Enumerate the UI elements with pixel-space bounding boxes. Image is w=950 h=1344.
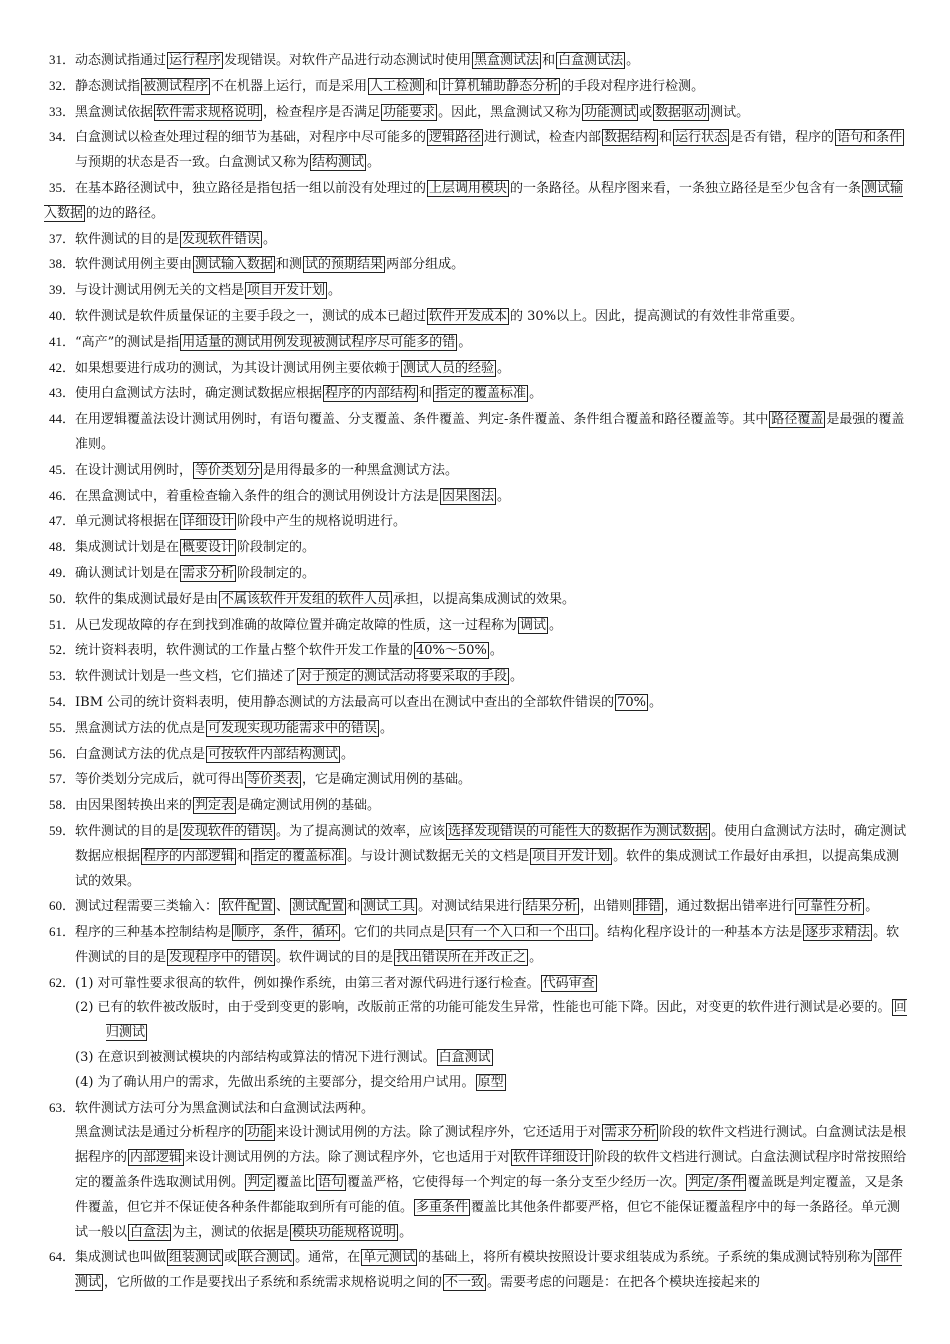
question-item bbox=[44, 793, 912, 819]
question-text: 。软件调试的目的是 bbox=[276, 949, 394, 965]
answer-box: 路径覆盖 bbox=[771, 412, 824, 428]
question-number: 57． bbox=[48, 771, 75, 787]
answer-box: 白盒测试法 bbox=[558, 53, 624, 68]
question-number: 63． bbox=[48, 1099, 75, 1115]
question-item bbox=[44, 1071, 912, 1096]
question-text: (3) 在意识到被测试模块的内部结构或算法的情况下进行测试。 bbox=[75, 1050, 436, 1066]
answer-box: 试的预期结果 bbox=[305, 257, 384, 273]
question-number: 32． bbox=[48, 77, 75, 93]
answer-box: 数据结构 bbox=[604, 130, 657, 146]
question-text: 不在机器上运行，而是采用 bbox=[211, 78, 368, 94]
question-number: 38． bbox=[48, 256, 75, 272]
question-item bbox=[44, 1046, 912, 1071]
question-text: 黑盒测试方法的优点是 bbox=[75, 720, 206, 736]
question-number: 64． bbox=[48, 1249, 75, 1265]
answer-box: 可按软件内部结构测试 bbox=[208, 746, 339, 762]
question-text: 黑盒测试法是通过分析程序的 bbox=[75, 1125, 245, 1141]
question-text: 集成测试计划是在 bbox=[75, 540, 180, 556]
question-number: 48． bbox=[48, 539, 75, 555]
question-item bbox=[44, 996, 912, 1046]
question-item bbox=[44, 356, 912, 382]
question-text: 等价类划分完成后，就可得出 bbox=[75, 772, 245, 788]
question-item bbox=[44, 125, 912, 176]
answer-box: 因果图法 bbox=[442, 488, 495, 504]
question-text: 。软件的集成测试工作最好由承担，以提高集成测试的效果。 bbox=[75, 848, 900, 889]
document-page bbox=[44, 48, 912, 1296]
question-text: 。 bbox=[399, 1224, 413, 1240]
question-item bbox=[44, 100, 912, 126]
answer-box: 70% bbox=[617, 694, 647, 710]
question-item bbox=[44, 330, 912, 356]
answer-box: 模块功能规格说明 bbox=[292, 1224, 397, 1240]
question-text: ，它是确定测试用例的基础。 bbox=[302, 772, 472, 788]
question-item bbox=[44, 613, 912, 639]
question-text: 是用得最多的一种黑盒测试方法。 bbox=[263, 462, 459, 478]
answer-box: 40%～50% bbox=[416, 643, 487, 659]
question-text: 。 bbox=[549, 617, 563, 633]
question-item bbox=[44, 971, 912, 997]
question-text: 软件的集成测试最好是由 bbox=[75, 591, 219, 607]
question-number: 59． bbox=[48, 822, 75, 838]
question-text: 和 bbox=[419, 386, 433, 402]
question-text: 和 bbox=[347, 899, 361, 915]
question-text: 来设计测试用例的方法。除了测试程序外，它还适用于对 bbox=[276, 1125, 602, 1141]
question-text: 或 bbox=[639, 104, 653, 120]
question-text: 与预期的状态是否一致。白盒测试又称为 bbox=[75, 155, 310, 171]
question-item bbox=[44, 407, 912, 458]
question-number: 35． bbox=[48, 179, 75, 195]
question-text: 是否有错，程序的 bbox=[730, 130, 835, 146]
answer-box: 计算机辅助静态分析 bbox=[441, 78, 559, 94]
question-number: 47． bbox=[48, 513, 75, 529]
question-item bbox=[44, 561, 912, 587]
answer-box: 软件详细设计 bbox=[513, 1150, 592, 1166]
answer-box: 联合测试 bbox=[240, 1250, 293, 1266]
answer-box: 发现软件错误 bbox=[182, 231, 261, 247]
answer-box: 功能要求 bbox=[383, 104, 436, 120]
question-text: 统计资料表明，软件测试的工作量占整个软件开发工作量的 bbox=[75, 643, 414, 659]
question-text: 阶段的软件文档进行测试。白盒测试法是根据程序的 bbox=[75, 1125, 907, 1166]
answer-box: 找出错误所在并改正之 bbox=[396, 949, 527, 965]
question-text: IBM 公司的统计资料表明，使用静态测试的方法最高可以查出在测试中查出的全部软件错误的 bbox=[75, 694, 615, 710]
question-text: 的基础上，将所有模块按照设计要求组装成为系统。子系统的集成测试特别称为 bbox=[418, 1250, 874, 1266]
question-item bbox=[44, 381, 912, 407]
question-item bbox=[44, 1121, 912, 1245]
question-text: 。 bbox=[497, 488, 511, 504]
answer-box: 单元测试 bbox=[363, 1250, 416, 1266]
question-text: 阶段制定的。 bbox=[237, 540, 316, 556]
question-text: 白盒测试方法的优点是 bbox=[75, 746, 206, 762]
answer-box: 内部逻辑 bbox=[130, 1150, 183, 1166]
question-text: 软件测试计划是一些文档，它们描述了 bbox=[75, 669, 297, 685]
answer-box: 排错 bbox=[635, 899, 662, 915]
question-item bbox=[44, 304, 912, 330]
question-item bbox=[44, 638, 912, 664]
question-text: 。 bbox=[865, 899, 879, 915]
question-text: 软件测试的目的是 bbox=[75, 823, 180, 839]
question-text: 。 bbox=[341, 746, 355, 762]
answer-box: 结构测试 bbox=[312, 155, 365, 171]
answer-box: 软件需求规格说明 bbox=[156, 104, 261, 120]
question-text: 阶段制定的。 bbox=[237, 565, 316, 581]
question-text: 的边的路径。 bbox=[86, 205, 165, 221]
answer-box: 语句和条件 bbox=[837, 130, 903, 146]
answer-box: 选择发现错误的可能性大的数据作为测试数据 bbox=[448, 823, 709, 839]
question-item bbox=[44, 819, 912, 894]
question-number: 51． bbox=[48, 616, 75, 632]
question-text: 从已发现故障的存在到找到准确的故障位置并确定故障的性质，这一过程称为 bbox=[75, 617, 518, 633]
answer-box: 功能测试 bbox=[584, 104, 637, 120]
question-text: “高产”的测试是指 bbox=[75, 334, 180, 350]
question-item bbox=[44, 1096, 912, 1122]
answer-box: 指定的覆盖标准 bbox=[435, 386, 527, 402]
question-text: 。通常，在 bbox=[295, 1250, 361, 1266]
answer-box: 测试工具 bbox=[363, 899, 416, 915]
question-text: 的手段对程序进行检测。 bbox=[561, 78, 705, 94]
question-text: 。 bbox=[626, 53, 640, 68]
question-item bbox=[44, 74, 912, 100]
answer-box: 组装测试 bbox=[169, 1250, 222, 1266]
answer-box: 等价类划分 bbox=[195, 462, 261, 478]
question-text: 两部分组成。 bbox=[386, 257, 465, 273]
question-text: 。 bbox=[367, 155, 381, 171]
question-text: 覆盖比 bbox=[276, 1175, 316, 1191]
question-text: 覆盖严格，它使得每一个判定的每一条分支至少经历一次。 bbox=[347, 1175, 686, 1191]
question-text: 。 bbox=[529, 949, 543, 965]
answer-box: 详细设计 bbox=[182, 514, 235, 530]
question-text: 集成测试也叫做 bbox=[75, 1250, 167, 1266]
answer-box: 上层调用模块 bbox=[429, 180, 508, 196]
question-number: 37． bbox=[48, 230, 75, 246]
question-item bbox=[44, 227, 912, 253]
question-text: 为主，测试的依据是 bbox=[172, 1224, 290, 1240]
question-text: 。与设计测试数据无关的文档是 bbox=[347, 848, 530, 864]
answer-box: 只有一个入口和一个出口 bbox=[448, 925, 592, 941]
answer-box: 测试输入数据 bbox=[44, 180, 904, 221]
question-text: 测试过程需要三类输入： bbox=[75, 899, 219, 915]
question-text: 是确定测试用例的基础。 bbox=[237, 798, 381, 814]
question-text: 在用逻辑覆盖法设计测试用例时，有语句覆盖、分支覆盖、条件覆盖、判定-条件覆盖、条件组合覆盖和路径覆盖等。其中 bbox=[75, 412, 769, 428]
question-text: 黑盒测试依据 bbox=[75, 104, 154, 120]
question-text: (2) 已有的软件被改版时，由于受到变更的影响，改版前正常的功能可能发生异常，性能也可能下降。因此，对变更的软件进行测试是必要的。 bbox=[75, 1000, 891, 1016]
question-item bbox=[44, 48, 912, 74]
answer-box: 调试 bbox=[520, 617, 547, 633]
question-text: 。因此，黑盒测试又称为 bbox=[438, 104, 582, 120]
answer-box: 运行状态 bbox=[675, 130, 728, 146]
question-text: 。对测试结果进行 bbox=[418, 899, 523, 915]
answer-box: 不属该软件开发组的软件人员 bbox=[221, 591, 391, 607]
question-text: 在基本路径测试中，独立路径是指包括一组以前没有处理过的 bbox=[75, 180, 427, 196]
question-text: 测试。 bbox=[710, 104, 750, 120]
question-text: 和测 bbox=[276, 257, 303, 273]
answer-box: 代码审查 bbox=[542, 975, 595, 991]
question-text: 进行测试，检查内部 bbox=[484, 130, 602, 146]
question-text: 是最强的覆盖准则。 bbox=[75, 412, 905, 452]
question-text: 和 bbox=[237, 848, 251, 864]
question-number: 39． bbox=[48, 282, 75, 298]
question-text: 和 bbox=[659, 130, 673, 146]
question-number: 52． bbox=[48, 642, 75, 658]
question-item bbox=[44, 920, 912, 971]
question-text: 来设计测试用例的方法。除了测试程序外，它也适用于对 bbox=[185, 1150, 511, 1166]
question-text: 软件测试的目的是 bbox=[75, 231, 180, 247]
question-item bbox=[44, 690, 912, 716]
answer-box: 软件开发成本 bbox=[429, 308, 508, 324]
question-number: 54． bbox=[48, 693, 75, 709]
question-number: 53． bbox=[48, 668, 75, 684]
question-item bbox=[44, 484, 912, 510]
question-item bbox=[44, 458, 912, 484]
question-number: 56． bbox=[48, 745, 75, 761]
question-number: 33． bbox=[48, 103, 75, 119]
question-text: ，检查程序是否满足 bbox=[263, 104, 381, 120]
question-text: 。 bbox=[649, 694, 663, 710]
question-text: 或 bbox=[224, 1250, 238, 1266]
question-text: 在设计测试用例时， bbox=[75, 462, 193, 478]
answer-box: 对于预定的测试活动将要采取的手段 bbox=[299, 669, 508, 685]
question-text: 。 bbox=[529, 386, 543, 402]
answer-box: 判定 bbox=[247, 1175, 274, 1191]
question-text: 阶段中产生的规格说明进行。 bbox=[237, 514, 407, 530]
answer-box: 部件测试 bbox=[75, 1250, 903, 1291]
question-text: 。 bbox=[328, 283, 342, 299]
answer-box: 发现程序中的错误 bbox=[169, 949, 274, 965]
question-text: 确认测试计划是在 bbox=[75, 565, 180, 581]
question-text: 静态测试指 bbox=[75, 78, 141, 94]
question-number: 60． bbox=[48, 898, 75, 914]
answer-box: 白盒法 bbox=[130, 1224, 170, 1240]
question-text: 承担，以提高集成测试的效果。 bbox=[393, 591, 576, 607]
answer-box: 测试人员的经验 bbox=[403, 360, 495, 376]
answer-box: 原型 bbox=[477, 1074, 504, 1090]
question-item bbox=[44, 664, 912, 690]
question-number: 40． bbox=[48, 307, 75, 323]
question-item bbox=[44, 587, 912, 613]
answer-box: 逻辑路径 bbox=[429, 130, 482, 146]
answer-box: 运行程序 bbox=[169, 53, 222, 68]
question-number: 49． bbox=[48, 564, 75, 580]
question-text: 。 bbox=[510, 669, 524, 685]
answer-box: 不一致 bbox=[445, 1275, 485, 1291]
question-text: ，它所做的工作是要找出子系统和系统需求规格说明之间的 bbox=[104, 1275, 443, 1291]
answer-box: 被测试程序 bbox=[143, 78, 209, 94]
answer-box: 顺序，条件，循环 bbox=[234, 925, 339, 941]
question-number: 58． bbox=[48, 797, 75, 813]
question-text: (4) 为了确认用户的需求，先做出系统的主要部分，提交给用户试用。 bbox=[75, 1074, 475, 1090]
question-number: 43． bbox=[48, 385, 75, 401]
question-text: 单元测试将根据在 bbox=[75, 514, 180, 530]
question-number: 62． bbox=[48, 974, 75, 990]
answer-box: 语句 bbox=[318, 1175, 345, 1191]
question-text: ，出错则 bbox=[580, 899, 633, 915]
question-number: 61． bbox=[48, 924, 75, 940]
question-text: 和 bbox=[542, 53, 556, 68]
question-text: 软件测试是软件质量保证的主要手段之一，测试的成本已超过 bbox=[75, 308, 427, 324]
question-item bbox=[44, 176, 912, 227]
answer-box: 测试输入数据 bbox=[195, 257, 274, 273]
answer-box: 可靠性分析 bbox=[797, 899, 863, 915]
question-text: 程序的三种基本控制结构是 bbox=[75, 925, 232, 941]
question-text: 。软件测试的目的是 bbox=[75, 925, 900, 965]
question-item bbox=[44, 509, 912, 535]
question-text: 。 bbox=[497, 360, 511, 376]
answer-box: 判定/条件 bbox=[688, 1175, 745, 1191]
question-number: 31． bbox=[48, 52, 75, 67]
question-text: 阶段的软件文档进行测试。白盒法测试程序时常按照给定的覆盖条件选取测试用例。 bbox=[75, 1150, 907, 1191]
question-number: 45． bbox=[48, 461, 75, 477]
question-text: 。需要考虑的问题是：在把各个模块连接起来的 bbox=[487, 1275, 761, 1291]
answer-box: 可发现实现功能需求中的错误 bbox=[208, 720, 378, 736]
question-text: 。 bbox=[380, 720, 394, 736]
question-text: 。使用白盒测试方法时，确定测试数据应根据 bbox=[75, 823, 907, 864]
question-text: 由因果图转换出来的 bbox=[75, 798, 193, 814]
question-text: 。 bbox=[263, 231, 277, 247]
question-text: 。结构化程序设计的一种基本方法是 bbox=[594, 925, 803, 941]
answer-box: 功能 bbox=[247, 1125, 274, 1141]
answer-box: 多重条件 bbox=[416, 1199, 469, 1215]
question-text: (1) 对可靠性要求很高的软件，例如操作系统，由第三者对源代码进行逐行检查。 bbox=[75, 975, 540, 991]
question-item bbox=[44, 742, 912, 768]
question-text: 使用白盒测试方法时，确定测试数据应根据 bbox=[75, 386, 323, 402]
question-item bbox=[44, 252, 912, 278]
answer-box: 需求分析 bbox=[604, 1125, 657, 1141]
answer-box: 判定表 bbox=[195, 798, 235, 814]
question-number: 55． bbox=[48, 719, 75, 735]
answer-box: 发现软件的错误 bbox=[182, 823, 274, 839]
answer-box: 指定的覆盖标准 bbox=[253, 848, 345, 864]
question-text: 动态测试指通过 bbox=[75, 53, 167, 68]
question-text: 。 bbox=[489, 643, 503, 659]
question-number: 34． bbox=[48, 129, 75, 145]
question-text: 的 30%以上。因此，提高测试的有效性非常重要。 bbox=[510, 308, 804, 324]
answer-box: 项目开发计划 bbox=[532, 848, 611, 864]
question-number: 50． bbox=[48, 590, 75, 606]
answer-box: 白盒测试 bbox=[438, 1050, 491, 1066]
answer-box: 回归测试 bbox=[106, 1000, 907, 1041]
answer-box: 逐步求精法 bbox=[805, 925, 871, 941]
question-item bbox=[44, 535, 912, 561]
question-text: 软件测试方法可分为黑盒测试法和白盒测试法两种。 bbox=[75, 1100, 375, 1116]
question-text: 覆盖比其他条件都要严格，但它不能保证覆盖程序中的每一条路径。单元测试一般以 bbox=[75, 1199, 901, 1240]
question-text: 软件测试用例主要由 bbox=[75, 257, 193, 273]
question-text: 如果想要进行成功的测试，为其设计测试用例主要依赖于 bbox=[75, 360, 401, 376]
answer-box: 程序的内部结构 bbox=[325, 386, 417, 402]
answer-box: 概要设计 bbox=[182, 540, 235, 556]
answer-box: 用适量的测试用例发现被测试程序尽可能多的错 bbox=[182, 334, 456, 350]
answer-box: 项目开发计划 bbox=[247, 283, 326, 299]
question-text: 白盒测试以检查处理过程的细节为基础，对程序中尽可能多的 bbox=[75, 130, 427, 146]
question-number: 46． bbox=[48, 487, 75, 503]
question-text: 。为了提高测试的效率，应该 bbox=[276, 823, 446, 839]
question-item bbox=[44, 716, 912, 742]
question-item bbox=[44, 278, 912, 304]
question-item bbox=[44, 894, 912, 920]
answer-box: 程序的内部逻辑 bbox=[143, 848, 235, 864]
question-number: 42． bbox=[48, 359, 75, 375]
question-item bbox=[44, 1245, 912, 1296]
question-text: 。它们的共同点是 bbox=[341, 925, 446, 941]
question-text: 的一条路径。从程序图来看，一条独立路径是至少包含有一条 bbox=[510, 180, 862, 196]
question-number: 41． bbox=[48, 333, 75, 349]
answer-box: 结果分析 bbox=[525, 899, 578, 915]
question-item bbox=[44, 767, 912, 793]
question-text: 发现错误。对软件产品进行动态测试时使用 bbox=[224, 53, 472, 68]
question-text: 覆盖既是判定覆盖，又是条件覆盖，但它并不保证使各种条件都能取到所有可能的值。 bbox=[75, 1175, 904, 1215]
answer-box: 软件配置 bbox=[221, 899, 274, 915]
answer-box: 需求分析 bbox=[182, 565, 235, 581]
question-text: 与设计测试用例无关的文档是 bbox=[75, 283, 245, 299]
question-text: 。 bbox=[458, 334, 472, 350]
answer-box: 黑盒测试法 bbox=[474, 53, 540, 68]
answer-box: 测试配置 bbox=[292, 899, 345, 915]
question-text: 和 bbox=[425, 78, 439, 94]
answer-box: 人工检测 bbox=[370, 78, 423, 94]
question-text: 在黑盒测试中，着重检查输入条件的组合的测试用例设计方法是 bbox=[75, 488, 440, 504]
question-number: 44． bbox=[48, 411, 75, 427]
answer-box: 等价类表 bbox=[247, 772, 300, 788]
question-text: ，通过数据出错率进行 bbox=[664, 899, 795, 915]
question-text: 、 bbox=[276, 899, 290, 915]
answer-box: 数据驱动 bbox=[655, 104, 708, 120]
